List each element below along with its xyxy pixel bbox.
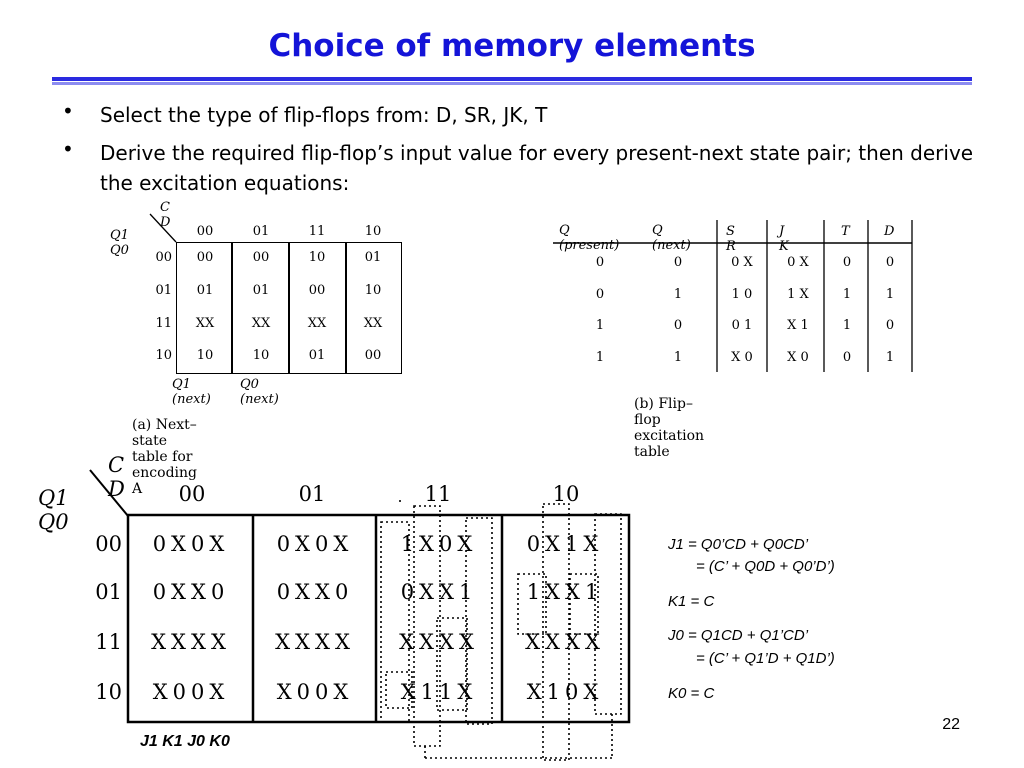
ex-cell: 1 (595, 350, 605, 365)
kmap-cell: 0X0X (276, 532, 354, 556)
ex-caption: (b) Flip–flop excitation table (634, 396, 705, 460)
ns-row-var: Q1 Q0 (110, 228, 129, 258)
ex-cell: 1 (595, 318, 605, 333)
ns-cell: 00 (364, 348, 382, 363)
ns-cell: XX (251, 316, 271, 331)
ex-cell: 0 X (731, 255, 753, 270)
ex-cell: 0 (595, 255, 605, 270)
kmap-row-var: Q1 Q0 (38, 486, 69, 534)
kmap-cell: 0XX0 (276, 580, 354, 604)
ns-cell: 10 (308, 250, 326, 265)
kmap-col-header: 11 (424, 482, 452, 506)
kmap-col-header: 01 (298, 482, 326, 506)
kmap-cell: 0X1X (526, 532, 604, 556)
equation-j0-simplified: = (C’ + Q1’D + Q1D’) (696, 650, 835, 667)
ns-col-header: 00 (196, 224, 214, 239)
ns-col-header: 10 (364, 224, 382, 239)
ns-footer-q0: Q0 (next) (240, 377, 279, 407)
ex-cell: 1 (842, 318, 852, 333)
kmap-cell: X00X (152, 680, 230, 704)
kmap-cell: X00X (276, 680, 354, 704)
kmap-col-header: 10 (552, 482, 580, 506)
kmap-cell: 1X0X (400, 532, 478, 556)
ns-cell: 01 (308, 348, 326, 363)
kmap-cell: 0XX1 (400, 580, 478, 604)
ns-cell: 10 (364, 283, 382, 298)
ex-cell: 0 X (787, 255, 809, 270)
ns-cell: 10 (196, 348, 214, 363)
bullet-icon: • (62, 99, 74, 123)
equation-k0: K0 = C (668, 685, 715, 702)
ex-cell: 0 (885, 318, 895, 333)
ns-cell: 10 (252, 348, 270, 363)
ex-cell: 1 (842, 287, 852, 302)
page-number: 22 (942, 716, 960, 733)
kmap-row-header: 10 (95, 680, 122, 704)
ex-cell: 1 (885, 287, 895, 302)
kmap-cell: XXXX (525, 630, 605, 654)
kmap-col-header: 00 (178, 482, 206, 506)
kmap-row-header: 11 (95, 630, 122, 654)
bullet-text-1: Select the type of flip-flops from: D, SR, JK, T (100, 103, 548, 127)
ex-cell: X 0 (787, 350, 809, 365)
kmap-footer-label: J1 K1 J0 K0 (140, 733, 230, 750)
equation-j0: J0 = Q1CD + Q1’CD’ (668, 627, 809, 644)
ns-cell: XX (195, 316, 215, 331)
ex-header: T (841, 224, 850, 239)
ex-cell: X 0 (731, 350, 753, 365)
ex-cell: 0 (673, 318, 683, 333)
kmap-cell: X10X (526, 680, 604, 704)
ns-cell: XX (363, 316, 383, 331)
kmap-row-header: 01 (95, 580, 122, 604)
ex-header: J K (779, 224, 789, 254)
ns-col-header: 01 (252, 224, 270, 239)
kmap-cell: 0XX0 (152, 580, 230, 604)
ns-col-header: 11 (308, 224, 326, 239)
kmap-cell: 1XX1 (526, 580, 604, 604)
ns-col-var: C D (160, 200, 171, 230)
ex-cell: 1 X (787, 287, 809, 302)
kmap-cell: 0X0X (152, 532, 230, 556)
ex-cell: X 1 (787, 318, 809, 333)
equation-k1: K1 = C (668, 593, 715, 610)
kmap-row-header: 00 (95, 532, 122, 556)
ex-cell: 0 1 (731, 318, 753, 333)
ns-row-header: 01 (155, 283, 172, 298)
ns-cell: 01 (252, 283, 270, 298)
ns-cell: 00 (252, 250, 270, 265)
ex-header: S R (726, 224, 736, 254)
ns-row-header: 11 (155, 316, 172, 331)
ex-cell: 0 (842, 350, 852, 365)
equation-j1-simplified: = (C’ + Q0D + Q0’D’) (696, 558, 835, 575)
ns-cell: XX (307, 316, 327, 331)
ns-footer-q1: Q1 (next) (172, 377, 211, 407)
ns-row-header: 10 (155, 348, 172, 363)
ex-cell: 1 (885, 350, 895, 365)
ex-cell: 1 (673, 350, 683, 365)
ex-header: D (884, 224, 895, 239)
bullet-text-2: Derive the required flip-flop’s input value for every present-next state pair; then derive the excitation equations: (100, 141, 974, 195)
kmap-cell: XXXX (275, 630, 355, 654)
kmap-cell: XXXX (399, 630, 479, 654)
ex-cell: 0 (673, 255, 683, 270)
kmap-col-var: C D (108, 453, 125, 501)
ex-cell: 0 (885, 255, 895, 270)
ex-cell: 0 (842, 255, 852, 270)
bullet-icon: • (62, 137, 74, 161)
ex-cell: 1 (673, 287, 683, 302)
ns-cell: 01 (364, 250, 382, 265)
ex-cell: 1 0 (731, 287, 753, 302)
ns-cell: 00 (196, 250, 214, 265)
ns-cell: 00 (308, 283, 326, 298)
kmap-cell: X11X (400, 680, 478, 704)
slide-title: Choice of memory elements (268, 28, 756, 64)
ns-cell: 01 (196, 283, 214, 298)
ns-caption: (a) Next–state table for encoding A (132, 417, 197, 497)
kmap-cell: XXXX (151, 630, 231, 654)
ex-header: Q (next) (652, 223, 691, 253)
ex-cell: 0 (595, 287, 605, 302)
equation-j1: J1 = Q0’CD + Q0CD’ (668, 536, 809, 553)
ns-row-header: 00 (155, 250, 172, 265)
ex-header: Q (present) (559, 223, 620, 253)
